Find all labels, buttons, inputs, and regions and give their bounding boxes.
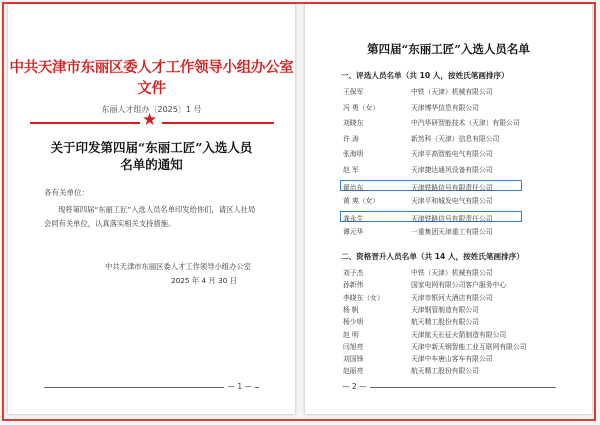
person-name: 冯 勇（女） bbox=[343, 103, 380, 112]
person-name: 黄 爽（女） bbox=[343, 197, 380, 206]
company-name: 天津铁路信号有限责任公司 bbox=[411, 214, 493, 223]
company-name: 天津平和城发电气有限公司 bbox=[411, 197, 493, 206]
company-name: 天津航天长征火箭制造有限公司 bbox=[411, 330, 507, 339]
footer-rule bbox=[341, 387, 556, 388]
document-page-1 bbox=[8, 4, 295, 414]
company-name: 新然科（天津）信息有限公司 bbox=[411, 134, 500, 143]
person-name: 孙新伟 bbox=[343, 281, 364, 290]
person-name: 刘国锋 bbox=[343, 355, 364, 364]
company-name: 一重集团天津重工有限公司 bbox=[411, 228, 493, 237]
company-name: 天津钢管制造有限公司 bbox=[411, 305, 479, 314]
person-name: 杨 帆 bbox=[343, 305, 359, 314]
highlighted-list-item bbox=[340, 211, 522, 222]
page-number: — 1 — bbox=[224, 382, 255, 391]
section-1-heading: 一、评选人员名单（共 10 人，按姓氏笔画排序） bbox=[341, 71, 509, 80]
person-name: 翟治东 bbox=[343, 183, 364, 192]
company-name: 中铁（天津）机械有限公司 bbox=[411, 269, 493, 277]
company-name: 天津中车唐山客车有限公司 bbox=[411, 355, 493, 364]
page-number: — 2 — bbox=[339, 382, 370, 391]
person-name: 赵丽亮 bbox=[343, 367, 364, 376]
highlighted-list-item bbox=[340, 180, 522, 191]
red-rule-right bbox=[162, 122, 274, 124]
person-name: 赵 军 bbox=[343, 166, 359, 174]
company-name: 天津捷达通风设备有限公司 bbox=[411, 166, 493, 174]
section-2-heading: 二、资格晋升人员名单（共 14 人，按姓氏笔画排序） bbox=[341, 252, 524, 261]
red-header-title: 中共天津市东丽区委人才工作领导小组办公室文件 bbox=[9, 59, 294, 97]
company-name: 中铁（天津）机械有限公司 bbox=[411, 88, 493, 96]
person-name: 杨少明 bbox=[343, 318, 364, 327]
notice-title bbox=[8, 139, 295, 173]
list-title: 第四届“东丽工匠”入选人员名单 bbox=[367, 42, 530, 56]
company-name: 天津市银河大酒店有限公司 bbox=[411, 293, 493, 302]
person-name: 刘子杰 bbox=[343, 269, 364, 277]
person-name: 王保军 bbox=[343, 88, 364, 96]
company-name: 天津铁路信号有限责任公司 bbox=[411, 183, 493, 192]
person-name: 谭元华 bbox=[343, 228, 364, 237]
company-name: 航天精工股份有限公司 bbox=[411, 367, 479, 376]
company-name: 中汽华研智能技术（天津）有限公司 bbox=[411, 119, 520, 128]
signature-organization: 中共天津市东丽区委人才工作领导小组办公室 bbox=[105, 262, 251, 271]
company-name: 天津平高智能电气有限公司 bbox=[411, 150, 493, 159]
notice-body: 现将第四届“东丽工匠”入选人员名单印发给你们，请区人社局会同有关单位，认真落实相关支持措施。 bbox=[44, 205, 256, 228]
notice-title-line-2: 名单的通知 bbox=[120, 157, 183, 172]
person-name: 李晓东（女） bbox=[343, 293, 384, 302]
document-page-2 bbox=[305, 4, 592, 414]
red-rule-left bbox=[30, 122, 140, 124]
person-name: 许 涛 bbox=[343, 134, 359, 143]
signature-date: 2025 年 4 月 30 日 bbox=[171, 276, 237, 285]
person-name: 闫旭亮 bbox=[343, 342, 364, 351]
person-name: 龚永生 bbox=[343, 214, 364, 223]
person-name: 刘晓东 bbox=[343, 119, 364, 128]
salutation: 各有关单位： bbox=[44, 188, 89, 197]
document-number: 东丽人才组办〔2025〕1 号 bbox=[101, 105, 202, 114]
company-name: 国家电网有限公司客户服务中心 bbox=[411, 281, 507, 290]
company-name: 天津博华信息有限公司 bbox=[411, 103, 479, 112]
company-name: 天津中新天钢智能工业互联网有限公司 bbox=[411, 342, 527, 351]
notice-title-line-1: 关于印发第四届“东丽工匠”入选人员 bbox=[50, 140, 253, 155]
person-name: 张海明 bbox=[343, 150, 364, 159]
company-name: 航天精工股份有限公司 bbox=[411, 318, 479, 327]
person-name: 赵 明 bbox=[343, 330, 359, 339]
red-star-icon: ★ bbox=[142, 110, 158, 130]
